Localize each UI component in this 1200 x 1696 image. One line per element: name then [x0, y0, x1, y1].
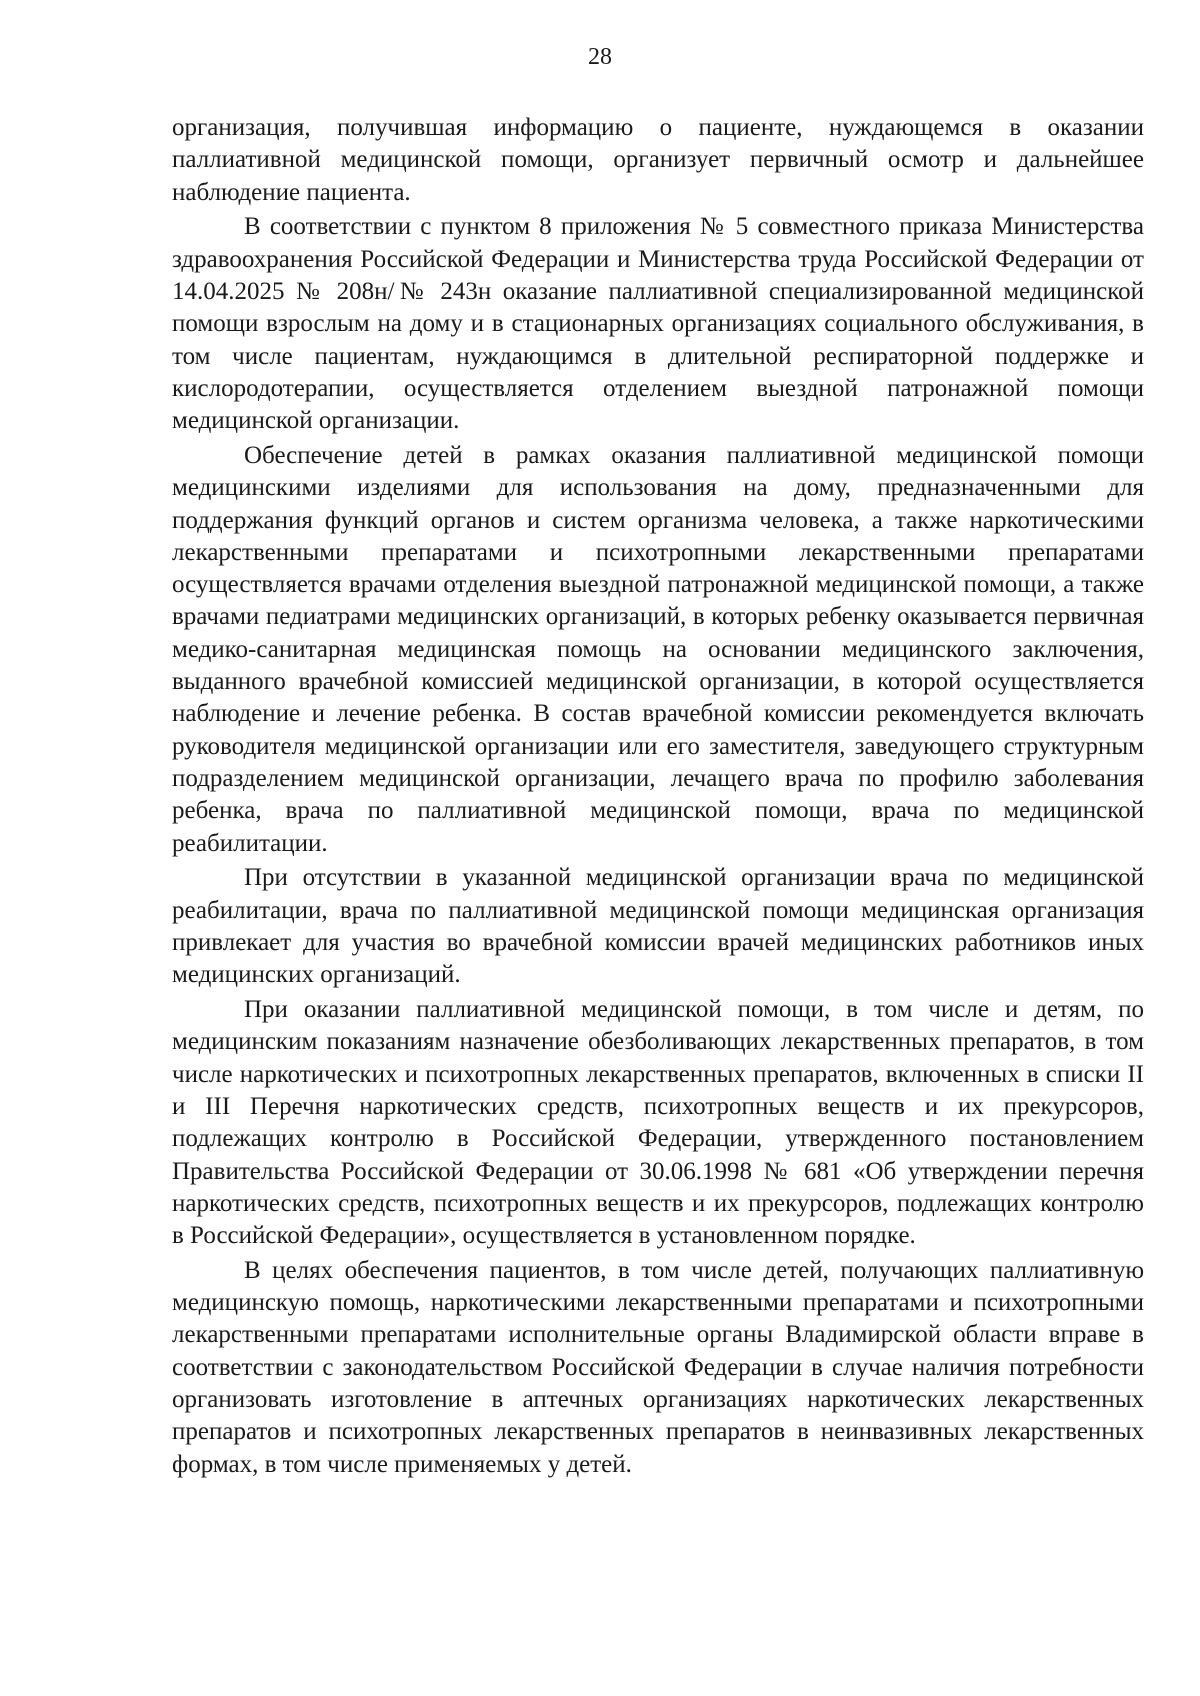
page-number: 28 [588, 44, 612, 70]
paragraph-pain-relief: При оказании паллиативной медицинской помощи, в том числе и детям, по медицинским показаниям назначение обезболивающих лекарственных препаратов, в том числе наркотических и психотропных лекарственных препаратов, включенных в списки II и III Перечня наркотических средств, психотропных веществ и их прекурсоров, подлежащих контролю в Российской Федерации, утвержденного постановлением Правительства Российской Федерации от 30.06.1998 № 681 «Об утверждении перечня наркотических средств, психотропных веществ и их прекурсоров, подлежащих контролю в Российской Федерации», осуществляется в установленном порядке. [172, 996, 1144, 1250]
paragraph-continuation: организация, получившая информацию о пациенте, нуждающемся в оказании паллиативной медицинской помощи, организует первичный осмотр и дальнейшее наблюдение пациента. [172, 114, 1144, 206]
paragraph-order-reference: В соответствии с пунктом 8 приложения № 5 совместного приказа Министерства здравоохранения Российской Федерации и Министерства труда Российской Федерации от 14.04.2025 № 208н/№ 243н оказание паллиативной специализированной медицинской помощи взрослым на дому и в стационарных организациях социального обслуживания, в том числе пациентам, нуждающимся в длительной респираторной поддержке и кислородотерапии, осуществляется отделением выездной патронажной помощи медицинской организации. [172, 213, 1144, 435]
paragraph-manufacturing: В целях обеспечения пациентов, в том числе детей, получающих паллиативную медицинскую помощь, наркотическими лекарственными препаратами и психотропными лекарственными препаратами исполнительные органы Владимирской области вправе в соответствии с законодательством Российской Федерации в случае наличия потребности организовать изготовление в аптечных организациях наркотических лекарственных препаратов и психотропных лекарственных препаратов в неинвазивных лекарственных формах, в том числе применяемых у детей. [172, 1256, 1144, 1478]
paragraph-absence-of-doctor: При отсутствии в указанной медицинской организации врача по медицинской реабилитации, врача по паллиативной медицинской помощи медицинская организация привлекает для участия во врачебной комиссии врачей медицинских работников иных медицинских организаций. [172, 864, 1144, 989]
body-text [172, 112, 1144, 1481]
paragraph-children-provision: Обеспечение детей в рамках оказания паллиативной медицинской помощи медицинскими изделиями для использования на дому, предназначенными для поддержания функций органов и систем организма человека, а также наркотическими лекарственными препаратами и психотропными лекарственными препаратами осуществляется врачами отделения выездной патронажной медицинской помощи, а также врачами педиатрами медицинских организаций, в которых ребенку оказывается первичная медико-санитарная медицинская помощь на основании медицинского заключения, выданного врачебной комиссией медицинской организации, в которой осуществляется наблюдение и лечение ребенка. В состав врачебной комиссии рекомендуется включать руководителя медицинской организации или его заместителя, заведующего структурным подразделением медицинской организации, лечащего врача по профилю заболевания ребенка, врача по паллиативной медицинской помощи, врача по медицинской реабилитации. [172, 441, 1144, 857]
